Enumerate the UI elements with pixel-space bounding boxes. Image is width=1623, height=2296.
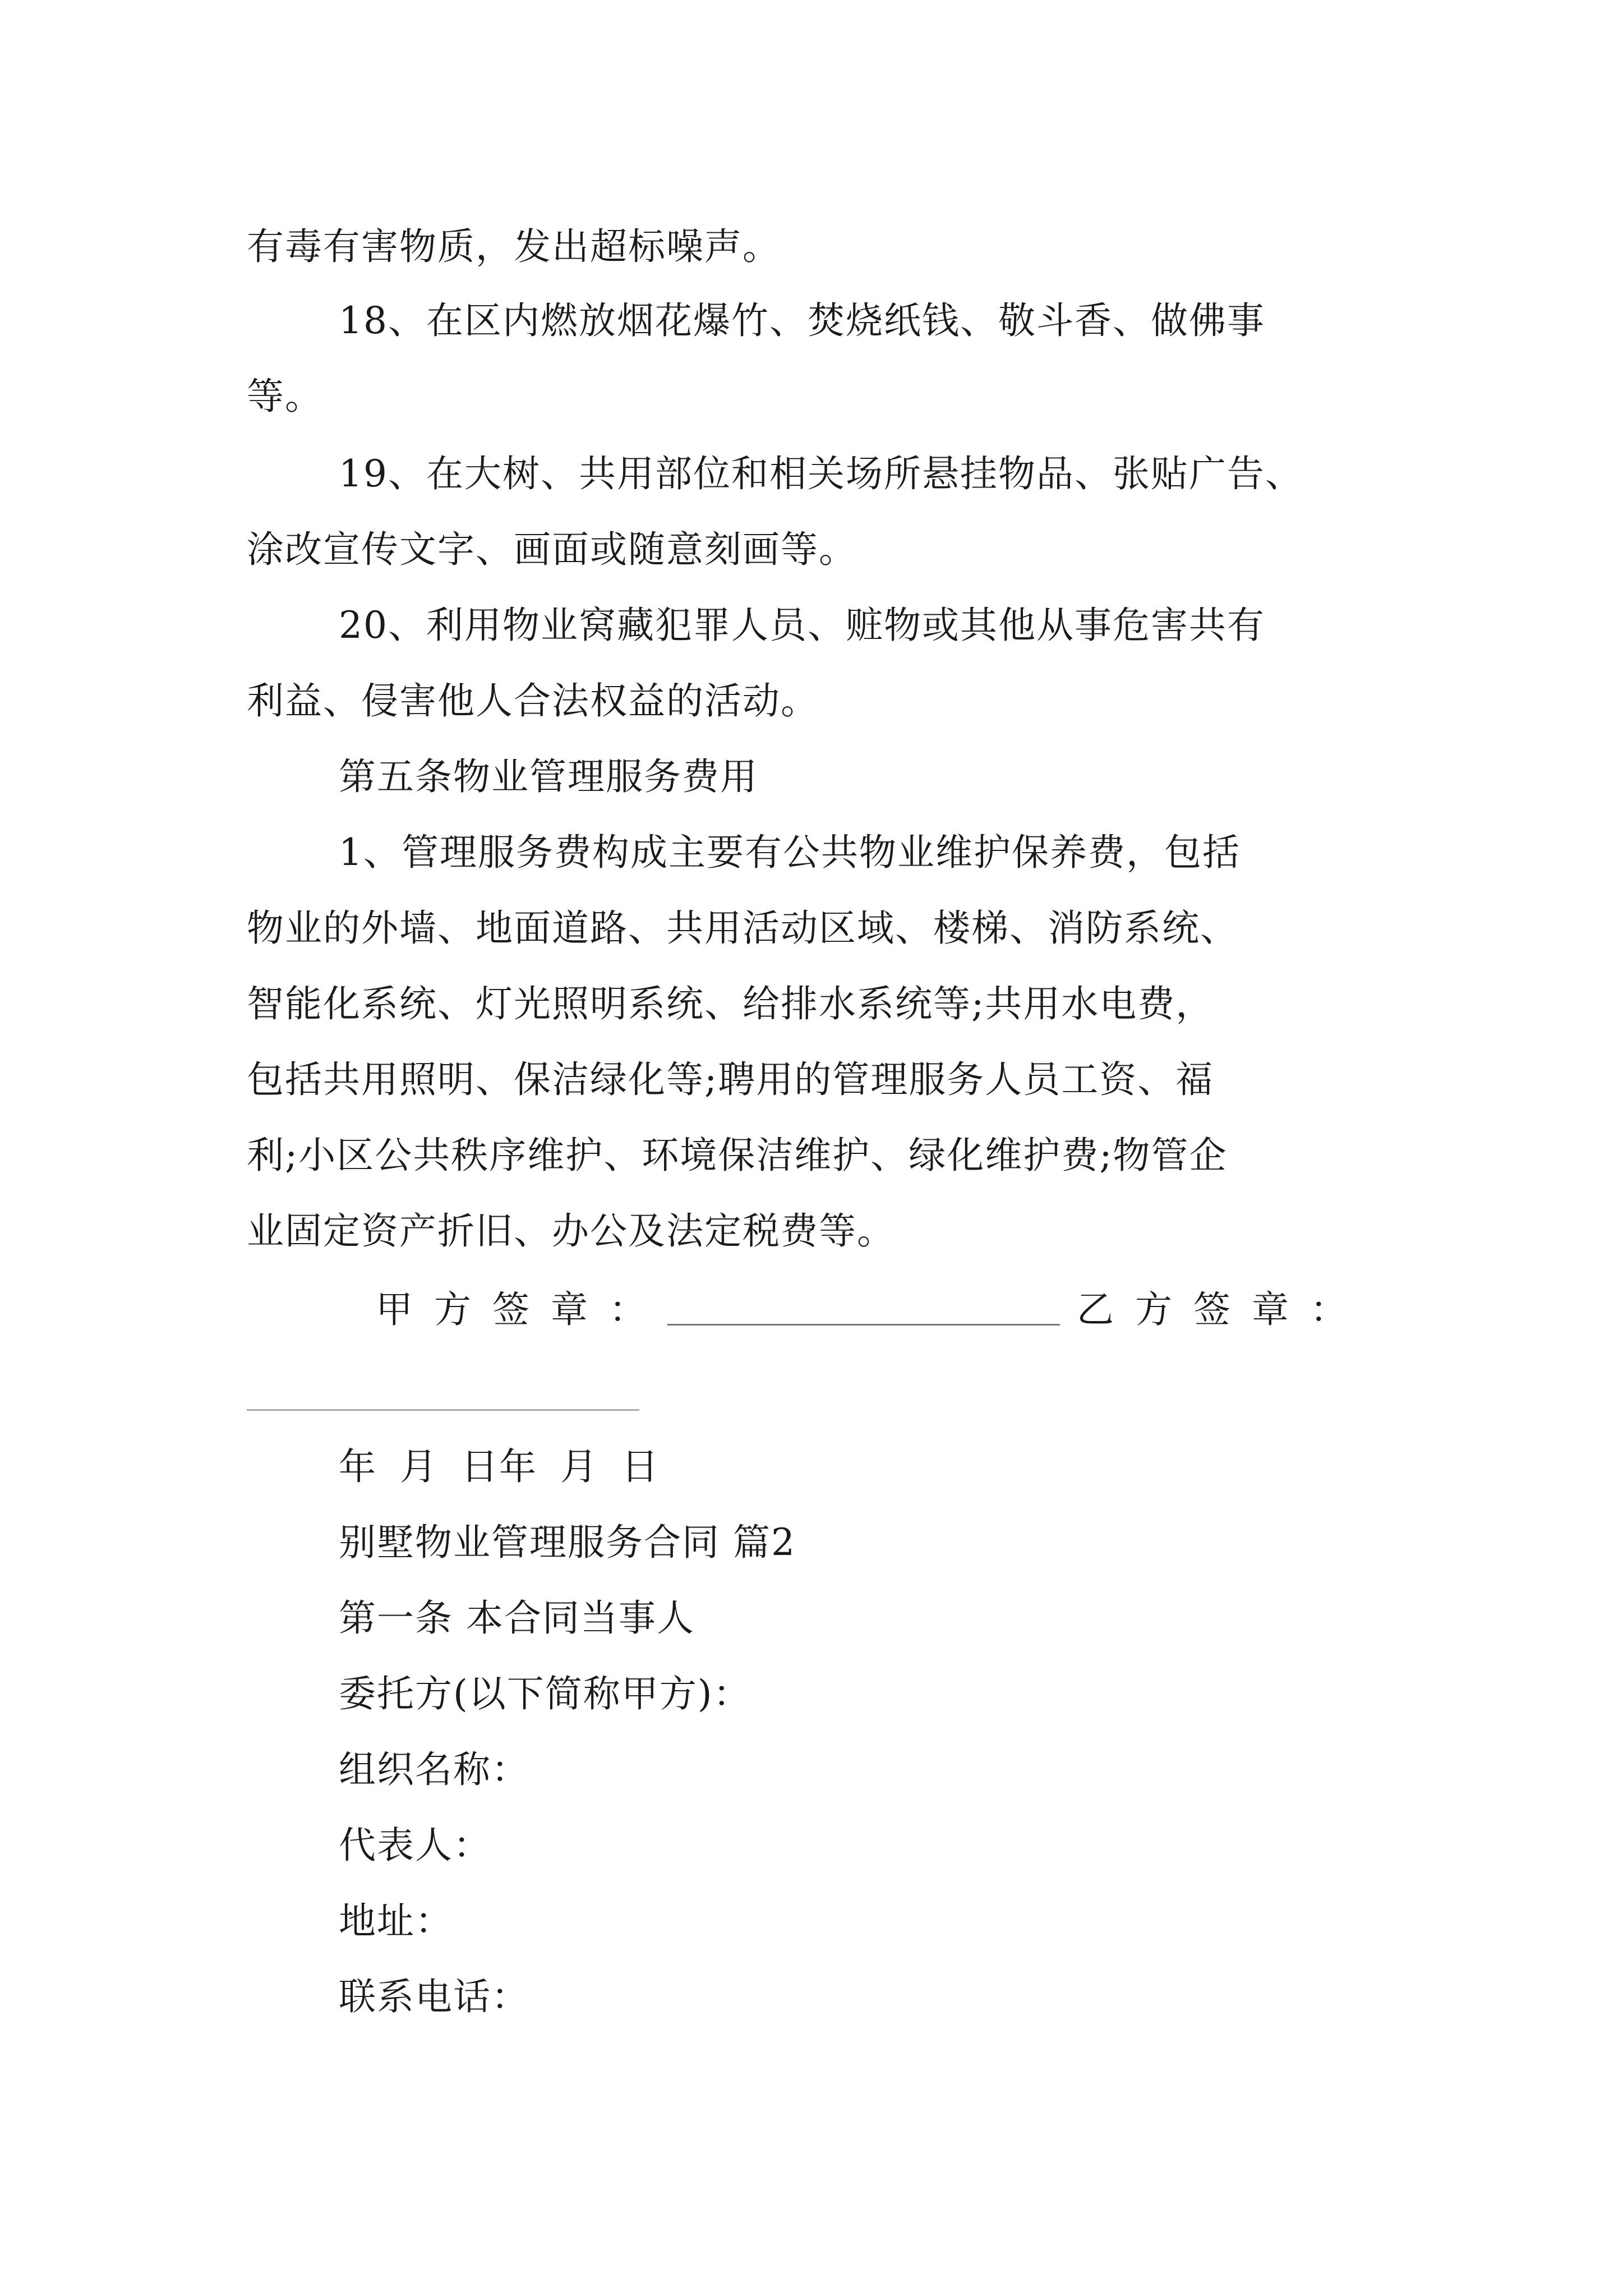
signature-row: [376, 1285, 1531, 1335]
clause-19: 19、在大树、共用部位和相关场所悬挂物品、张贴广告、: [339, 452, 1303, 495]
party-a-signature-field: [667, 1288, 1060, 1326]
clause-18: 18、在区内燃放烟花爆竹、焚烧纸钱、敬斗香、做佛事: [339, 299, 1265, 342]
party-a-heading: 委托方(以下简称甲方)：: [339, 1672, 751, 1715]
body-text-line: 智能化系统、灯光照明系统、给排水系统等;共用水电费，: [247, 982, 1214, 1025]
party-a-signature-label: 甲方签章：: [376, 1288, 667, 1331]
party-b-signature-field: [247, 1409, 639, 1411]
representative-label: 代表人：: [339, 1824, 491, 1867]
clause-1: 1、管理服务费构成主要有公共物业维护保养费，包括: [339, 831, 1241, 874]
body-text-line: 涂改宣传文字、画面或随意刻画等。: [247, 528, 857, 571]
body-text-line: 物业的外墙、地面道路、共用活动区域、楼梯、消防系统、: [247, 907, 1238, 950]
body-text-line: 利益、侵害他人合法权益的活动。: [247, 679, 819, 723]
party-b-signature-label: 乙方签章：: [1077, 1288, 1368, 1331]
body-text-line: 利;小区公共秩序维护、环境保洁维护、绿化维护费;物管企: [247, 1134, 1228, 1177]
date-line: 年 月 日年 月 日: [339, 1445, 660, 1488]
organization-name-label: 组织名称：: [339, 1748, 529, 1791]
body-text-line: 有毒有害物质，发出超标噪声。: [247, 225, 781, 268]
address-label: 地址：: [339, 1899, 453, 1943]
clause-20: 20、利用物业窝藏犯罪人员、赃物或其他从事危害共有: [339, 604, 1265, 647]
body-text-line: 业固定资产折旧、办公及法定税费等。: [247, 1209, 895, 1253]
section-heading: 第五条物业管理服务费用: [339, 755, 758, 798]
body-text-line: 等。: [247, 375, 323, 418]
body-text-line: 包括共用照明、保洁绿化等;聘用的管理服务人员工资、福: [247, 1058, 1214, 1101]
phone-label: 联系电话：: [339, 1975, 529, 2018]
article-1-heading: 第一条 本合同当事人: [339, 1596, 695, 1640]
contract-title: 别墅物业管理服务合同 篇2: [339, 1521, 796, 1564]
